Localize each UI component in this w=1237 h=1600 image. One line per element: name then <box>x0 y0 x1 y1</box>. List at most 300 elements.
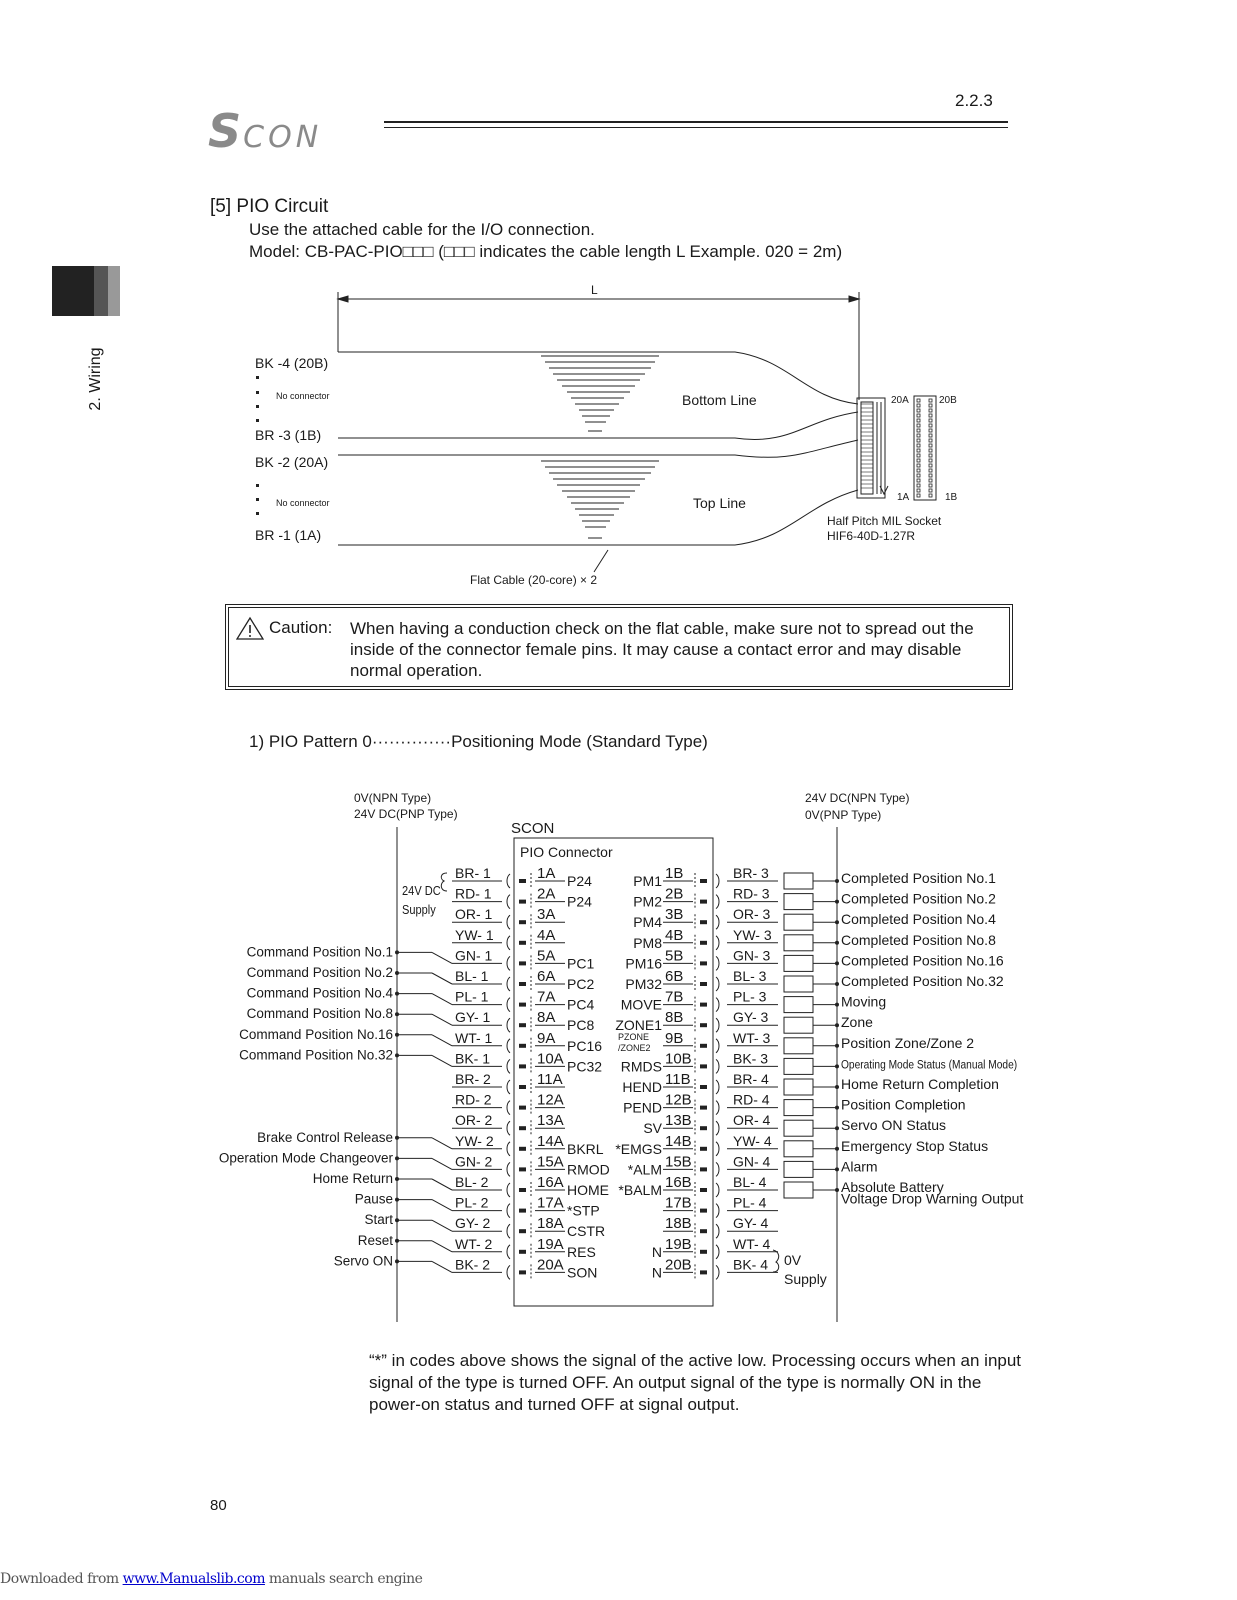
left-signal-name: PC32 <box>567 1058 603 1075</box>
right-pin-number: 19B <box>665 1235 692 1253</box>
right-pin-mark <box>700 1085 707 1089</box>
left-supply-npn: 0V(NPN Type) <box>354 791 432 805</box>
dim-arrow-left <box>338 296 348 302</box>
right-wire-label: BR- 4 <box>733 1071 769 1087</box>
left-pin-number: 19A <box>537 1235 564 1253</box>
left-pin-number: 13A <box>537 1112 564 1130</box>
socket-pin-b <box>929 454 932 457</box>
left-input-switch <box>432 994 452 1005</box>
left-pin-number: 12A <box>537 1091 564 1109</box>
connector-pins <box>917 399 932 497</box>
right-pin-mark <box>700 1126 707 1130</box>
socket-name: Half Pitch MIL Socket <box>827 514 942 528</box>
right-pin-mark <box>700 1167 707 1171</box>
right-rail-node <box>835 961 839 965</box>
left-signal-description: Command Position No.1 <box>246 944 393 960</box>
right-contact <box>716 1162 719 1176</box>
length-label: L <box>591 283 598 297</box>
left-signal-name: HOME <box>567 1182 609 1198</box>
left-pin-mark <box>519 1229 526 1233</box>
socket-pin-b <box>929 429 932 432</box>
left-signal-name: RMOD <box>567 1161 610 1178</box>
right-pin-mark <box>700 1229 707 1233</box>
flat-cable-leader <box>594 550 608 572</box>
right-wire-label: WT- 3 <box>733 1029 771 1046</box>
right-signal-name: PM16 <box>625 955 662 972</box>
socket-pin-a <box>917 419 920 422</box>
right-pin-mark <box>700 1044 707 1048</box>
right-contact <box>716 1245 719 1259</box>
right-signal-name: PM32 <box>625 976 662 992</box>
left-contact <box>507 874 510 888</box>
left-signal-name: CSTR <box>567 1223 606 1240</box>
output-load <box>784 1141 813 1157</box>
right-wire-label: GN- 3 <box>733 947 771 964</box>
left-input-switch <box>432 973 452 984</box>
right-contact <box>716 936 719 950</box>
right-wire-label: PL- 3 <box>733 988 767 1005</box>
pin-1a-label: 1A <box>897 492 910 503</box>
left-wire-label: YW- 2 <box>455 1132 494 1149</box>
socket-pin-a <box>917 484 920 487</box>
bottom-line-label: Bottom Line <box>682 392 757 408</box>
right-pin-number: 5B <box>665 947 684 965</box>
flat-cable-label: Flat Cable (20-core) × 2 <box>470 573 598 587</box>
right-contact <box>716 1204 719 1218</box>
left-wire-label: GY- 1 <box>455 1009 491 1026</box>
left-signal-description: Command Position No.4 <box>246 985 393 1001</box>
socket-pin-b <box>929 409 932 412</box>
logo-s: S <box>208 104 244 158</box>
right-pin-number: 15B <box>665 1153 692 1171</box>
left-pin-mark <box>519 1167 526 1171</box>
left-contact <box>507 1018 510 1032</box>
output-load <box>784 894 813 910</box>
socket-pin-b <box>929 424 932 427</box>
right-signal-description: Completed Position No.16 <box>841 952 1004 969</box>
socket-pin-b <box>929 474 932 477</box>
left-pin-mark <box>519 1209 526 1213</box>
right-supply-npn: 24V DC(NPN Type) <box>805 791 910 805</box>
right-signal-name: N <box>651 1264 662 1281</box>
output-load <box>784 1079 813 1095</box>
right-rail-node <box>835 1147 839 1151</box>
left-signal-name: RES <box>567 1243 596 1260</box>
left-contact <box>507 1059 510 1073</box>
left-pin-mark <box>519 920 526 924</box>
right-pin-number: 12B <box>665 1091 692 1109</box>
right-rail-node <box>835 1106 839 1110</box>
left-input-switch <box>432 952 452 963</box>
cable-figure <box>0 0 1237 600</box>
connector-body-ribs <box>861 404 873 488</box>
left-signal-name: *STP <box>567 1202 600 1219</box>
right-wire-label: BL- 4 <box>733 1174 767 1190</box>
socket-pin-a <box>917 424 920 427</box>
socket-pin-a <box>917 409 920 412</box>
socket-pin-b <box>929 399 932 402</box>
left-contact <box>507 1162 510 1176</box>
socket-model: HIF6-40D-1.27R <box>827 529 916 543</box>
output-load <box>784 955 813 971</box>
left-wire-label: GN- 1 <box>455 947 493 964</box>
right-contact <box>716 915 719 929</box>
socket-pin-b <box>929 419 932 422</box>
right-pin-number: 7B <box>665 988 684 1006</box>
right-pin-mark <box>700 1270 707 1274</box>
left-pin-mark <box>519 1106 526 1110</box>
left-contact <box>507 1204 510 1218</box>
right-signal-name: PM8 <box>633 934 662 951</box>
label-bk2: BK -2 (20A) <box>255 454 329 470</box>
right-signal-description: Absolute Battery <box>841 1179 944 1195</box>
left-pin-mark <box>519 1270 526 1274</box>
socket-pin-a <box>917 449 920 452</box>
left-pin-number: 1A <box>537 865 556 882</box>
right-wire-label: RD- 3 <box>733 885 770 902</box>
top-line-cable-bottom <box>338 490 858 545</box>
right-pin-number: 16B <box>665 1174 692 1191</box>
left-pin-mark <box>519 1064 526 1068</box>
right-pin-number: 6B <box>665 968 684 985</box>
right-signal-name: PM4 <box>633 914 662 931</box>
right-pin-mark <box>700 941 707 945</box>
dc-supply-brace <box>441 873 447 891</box>
left-signal-name: PC16 <box>567 1037 603 1054</box>
label-br1: BR -1 (1A) <box>255 527 322 543</box>
left-input-switch <box>432 1014 452 1025</box>
left-input-switch <box>432 1035 452 1046</box>
logo-con: CON <box>243 120 323 155</box>
socket-pin-a <box>917 444 920 447</box>
output-load <box>784 1120 813 1136</box>
left-contact <box>507 1080 510 1094</box>
dc-supply-label-1: 24V DC <box>402 883 441 899</box>
left-pin-number: 5A <box>537 947 556 965</box>
left-wire-label: RD- 2 <box>455 1091 492 1108</box>
socket-pin-b <box>929 414 932 417</box>
right-signal-name: SV <box>643 1120 662 1137</box>
right-signal-name: *BALM <box>618 1182 662 1198</box>
right-rail-node <box>835 982 839 986</box>
left-pin-number: 15A <box>537 1153 564 1171</box>
right-contact <box>716 1039 719 1053</box>
output-load <box>784 1058 813 1074</box>
left-signal-description: Start <box>364 1212 393 1228</box>
left-signal-name: BKRL <box>567 1140 604 1157</box>
left-pin-number: 18A <box>537 1215 564 1233</box>
left-pin-number: 2A <box>537 885 556 903</box>
socket-pin-a <box>917 439 920 442</box>
right-signal-name: PZONE <box>618 1031 650 1042</box>
right-rail-node <box>835 1188 839 1192</box>
left-signal-name: PC2 <box>567 976 595 992</box>
pin-20b-label: 20B <box>939 395 957 406</box>
label-br3: BR -3 (1B) <box>255 427 322 443</box>
bottom-line-hatching <box>541 356 659 431</box>
socket-pin-b <box>929 494 932 497</box>
output-load <box>784 997 813 1013</box>
right-signal-description: Completed Position No.8 <box>841 931 996 948</box>
section-heading: [5] PIO Circuit <box>210 196 329 217</box>
left-signal-description: Command Position No.16 <box>239 1026 393 1042</box>
left-wire-label: BK- 2 <box>455 1256 491 1273</box>
socket-pin-b <box>929 459 932 462</box>
left-pin-number: 11A <box>537 1071 563 1088</box>
left-signal-description: Pause <box>354 1191 393 1207</box>
socket-pin-b <box>929 479 932 482</box>
right-pin-number: 1B <box>665 865 684 882</box>
right-rail-node <box>835 1085 839 1089</box>
right-signal-description: Servo ON Status <box>841 1117 947 1134</box>
left-input-switch <box>432 1241 452 1252</box>
right-contact <box>716 1265 719 1279</box>
warning-icon <box>236 616 264 640</box>
socket-pin-a <box>917 469 920 472</box>
left-signal-description: Home Return <box>312 1171 393 1186</box>
right-pin-number: 10B <box>665 1050 692 1068</box>
right-wire-label: YW- 4 <box>733 1132 772 1149</box>
left-contact <box>507 956 510 970</box>
right-pin-number: 13B <box>665 1112 692 1130</box>
right-pin-number: 14B <box>665 1132 692 1150</box>
left-wire-label: BL- 2 <box>455 1174 489 1190</box>
right-contact <box>716 1183 719 1197</box>
pin-20a-label: 20A <box>891 395 909 406</box>
caution-text: When having a conduction check on the flat cable, make sure not to spread out the inside of the connector female pins. It may cause a contact error and may disable normal operation. <box>350 619 974 680</box>
left-wire-label: BR- 2 <box>455 1071 491 1087</box>
left-wire-label: PL- 2 <box>455 1194 489 1211</box>
right-signal-description: Operating Mode Status (Manual Mode) <box>841 1058 1018 1072</box>
right-pin-mark <box>700 982 707 986</box>
right-rail-node <box>835 1023 839 1027</box>
right-rail-node <box>835 1064 839 1068</box>
zero-v-brace <box>773 1250 779 1272</box>
right-rail-node <box>835 879 839 883</box>
left-wire-label: RD- 1 <box>455 885 492 902</box>
right-signal-name: PM1 <box>633 873 662 889</box>
left-contact <box>507 1245 510 1259</box>
socket-pin-b <box>929 439 932 442</box>
right-signal-description: Position Zone/Zone 2 <box>841 1034 975 1051</box>
right-signal-description: Voltage Drop Warning Output <box>841 1190 1024 1207</box>
right-rail-node <box>835 941 839 945</box>
left-pin-number: 20A <box>537 1256 564 1274</box>
left-wire-label: GY- 2 <box>455 1215 491 1232</box>
left-contact <box>507 1121 510 1135</box>
top-line-label: Top Line <box>693 495 746 511</box>
no-connector-upper: No connector <box>276 391 330 401</box>
right-pin-mark <box>700 879 707 883</box>
right-pin-mark <box>700 920 707 924</box>
left-wire-label: PL- 1 <box>455 988 489 1005</box>
right-pin-number: 4B <box>665 926 684 944</box>
left-pin-number: 3A <box>537 906 556 924</box>
left-supply-pnp: 24V DC(PNP Type) <box>354 807 458 821</box>
right-supply-pnp: 0V(PNP Type) <box>805 808 882 822</box>
right-wire-label: WT- 4 <box>733 1235 771 1252</box>
chapter-tab-label: 2. Wiring <box>87 347 104 411</box>
right-signal-name: RMDS <box>620 1058 662 1075</box>
right-pin-number: 18B <box>665 1215 692 1233</box>
right-contact <box>716 1059 719 1073</box>
socket-pin-b <box>929 449 932 452</box>
right-pin-number: 3B <box>665 906 684 924</box>
output-load <box>784 914 813 930</box>
left-pin-mark <box>519 941 526 945</box>
right-signal-description: Alarm <box>841 1158 878 1175</box>
right-rail-node <box>835 1003 839 1007</box>
left-signal-name: P24 <box>567 893 592 910</box>
left-pin-number: 10A <box>537 1050 564 1068</box>
left-wire-label: WT- 2 <box>455 1235 493 1252</box>
right-signal-name: *ALM <box>627 1161 662 1178</box>
left-input-switch <box>432 1179 452 1190</box>
right-signal-name: PM2 <box>633 893 662 910</box>
right-wire-label: RD- 4 <box>733 1091 770 1108</box>
page-number: 80 <box>210 1497 227 1514</box>
right-pin-mark <box>700 900 707 904</box>
socket-pin-a <box>917 434 920 437</box>
output-load <box>784 935 813 951</box>
left-pin-mark <box>519 1085 526 1089</box>
left-wire-label: BL- 1 <box>455 968 489 984</box>
right-signal-description: Home Return Completion <box>841 1076 999 1092</box>
left-input-switch <box>432 1261 452 1272</box>
right-pin-number: 17B <box>665 1194 692 1212</box>
left-pin-number: 6A <box>537 968 556 985</box>
output-load <box>784 1182 813 1198</box>
left-wire-label: WT- 1 <box>455 1029 493 1046</box>
left-contact <box>507 1224 510 1238</box>
right-wire-label: PL- 4 <box>733 1194 767 1211</box>
right-wire-label: BL- 3 <box>733 968 767 984</box>
caution-label: Caution: <box>269 618 333 637</box>
no-connector-lower: No connector <box>276 498 330 508</box>
right-signal-description: Completed Position No.32 <box>841 973 1004 989</box>
left-pin-mark <box>519 982 526 986</box>
right-pin-number: 20B <box>665 1256 692 1274</box>
socket-pin-a <box>917 404 920 407</box>
right-signal-description: Completed Position No.2 <box>841 890 996 907</box>
caution-box <box>228 607 1010 687</box>
left-pin-mark <box>519 1250 526 1254</box>
right-signal-description: Zone <box>841 1014 873 1031</box>
right-wire-label: BK- 4 <box>733 1256 769 1273</box>
top-line-cable-top <box>338 440 858 457</box>
right-pin-number: 2B <box>665 885 684 903</box>
left-contact <box>507 1142 510 1156</box>
left-pin-number: 7A <box>537 988 556 1006</box>
left-wire-label: OR- 2 <box>455 1112 493 1129</box>
right-signal-name: *EMGS <box>615 1140 662 1157</box>
right-wire-label: BK- 3 <box>733 1050 769 1067</box>
right-signal-name: N <box>651 1243 662 1260</box>
active-low-note: “*” in codes above shows the signal of the active low. Processing occurs when an input signal of the type is turned OFF. An output signal of the type is normally ON in the power-on status and turned OFF at signal output. <box>369 1351 1022 1414</box>
socket-pin-b <box>929 484 932 487</box>
pio-wiring-diagram <box>0 780 1237 1340</box>
left-signal-name: SON <box>567 1264 598 1281</box>
right-rail-node <box>835 920 839 924</box>
right-signal-description: Completed Position No.4 <box>841 911 996 928</box>
right-signal-description: Completed Position No.1 <box>841 870 996 886</box>
right-contact <box>716 895 719 909</box>
socket-pin-a <box>917 489 920 492</box>
pin-1b-label: 1B <box>945 492 958 503</box>
right-pin-mark <box>700 1250 707 1254</box>
output-load <box>784 873 813 889</box>
socket-pin-a <box>917 459 920 462</box>
output-load <box>784 976 813 992</box>
left-contact <box>507 936 510 950</box>
footer-suffix: manuals search engine <box>264 1571 423 1587</box>
right-contact <box>716 977 719 991</box>
socket-pin-b <box>929 444 932 447</box>
left-signal-description: Servo ON <box>333 1253 393 1269</box>
left-pin-mark <box>519 1003 526 1007</box>
dim-arrow-right <box>849 296 859 302</box>
left-pin-mark <box>519 961 526 965</box>
left-pin-mark <box>519 1023 526 1027</box>
right-signal-name: ZONE1 <box>615 1017 662 1034</box>
socket-pin-a <box>917 479 920 482</box>
right-pin-number: 11B <box>665 1071 691 1088</box>
left-wire-label: GN- 2 <box>455 1153 493 1170</box>
right-wire-label: GY- 4 <box>733 1215 769 1232</box>
right-signal-description: Moving <box>841 993 887 1010</box>
dc-supply-label-2: Supply <box>402 902 436 918</box>
right-signal-name: PEND <box>623 1099 662 1116</box>
socket-pin-a <box>917 474 920 477</box>
footer-prefix: Downloaded from <box>0 1571 123 1587</box>
right-rail-node <box>835 1044 839 1048</box>
supply-label: Supply <box>784 1271 827 1287</box>
socket-pin-b <box>929 404 932 407</box>
left-input-switch <box>432 1158 452 1169</box>
right-contact <box>716 998 719 1012</box>
right-contact <box>716 1018 719 1032</box>
output-load <box>784 1100 813 1116</box>
left-pin-number: 9A <box>537 1029 556 1047</box>
manualslib-link[interactable]: www.Manualslib.com <box>122 1571 265 1587</box>
pio-connector-label: PIO Connector <box>520 844 613 860</box>
right-wire-label: BR- 3 <box>733 865 769 881</box>
left-wire-label: BK- 1 <box>455 1050 491 1067</box>
right-wire-label: YW- 3 <box>733 926 772 943</box>
right-pin-mark <box>700 1209 707 1213</box>
right-wire-label: GN- 4 <box>733 1153 771 1170</box>
right-wire-label: OR- 3 <box>733 906 771 923</box>
left-pin-mark <box>519 1126 526 1130</box>
label-dots <box>256 376 259 515</box>
socket-pin-a <box>917 399 920 402</box>
left-wire-label: BR- 1 <box>455 865 491 881</box>
left-signal-description: Command Position No.2 <box>246 965 393 980</box>
left-contact <box>507 977 510 991</box>
socket-pin-b <box>929 464 932 467</box>
right-pin-mark <box>700 961 707 965</box>
top-line-hatching <box>541 461 659 538</box>
socket-pin-b <box>929 434 932 437</box>
socket-pin-a <box>917 454 920 457</box>
right-pin-mark <box>700 1106 707 1110</box>
left-pin-number: 4A <box>537 926 556 944</box>
right-contact <box>716 1224 719 1238</box>
right-wire-label: GY- 3 <box>733 1009 769 1026</box>
right-signal-name: MOVE <box>620 996 662 1013</box>
right-contact <box>716 956 719 970</box>
scon-label: SCON <box>511 820 555 837</box>
